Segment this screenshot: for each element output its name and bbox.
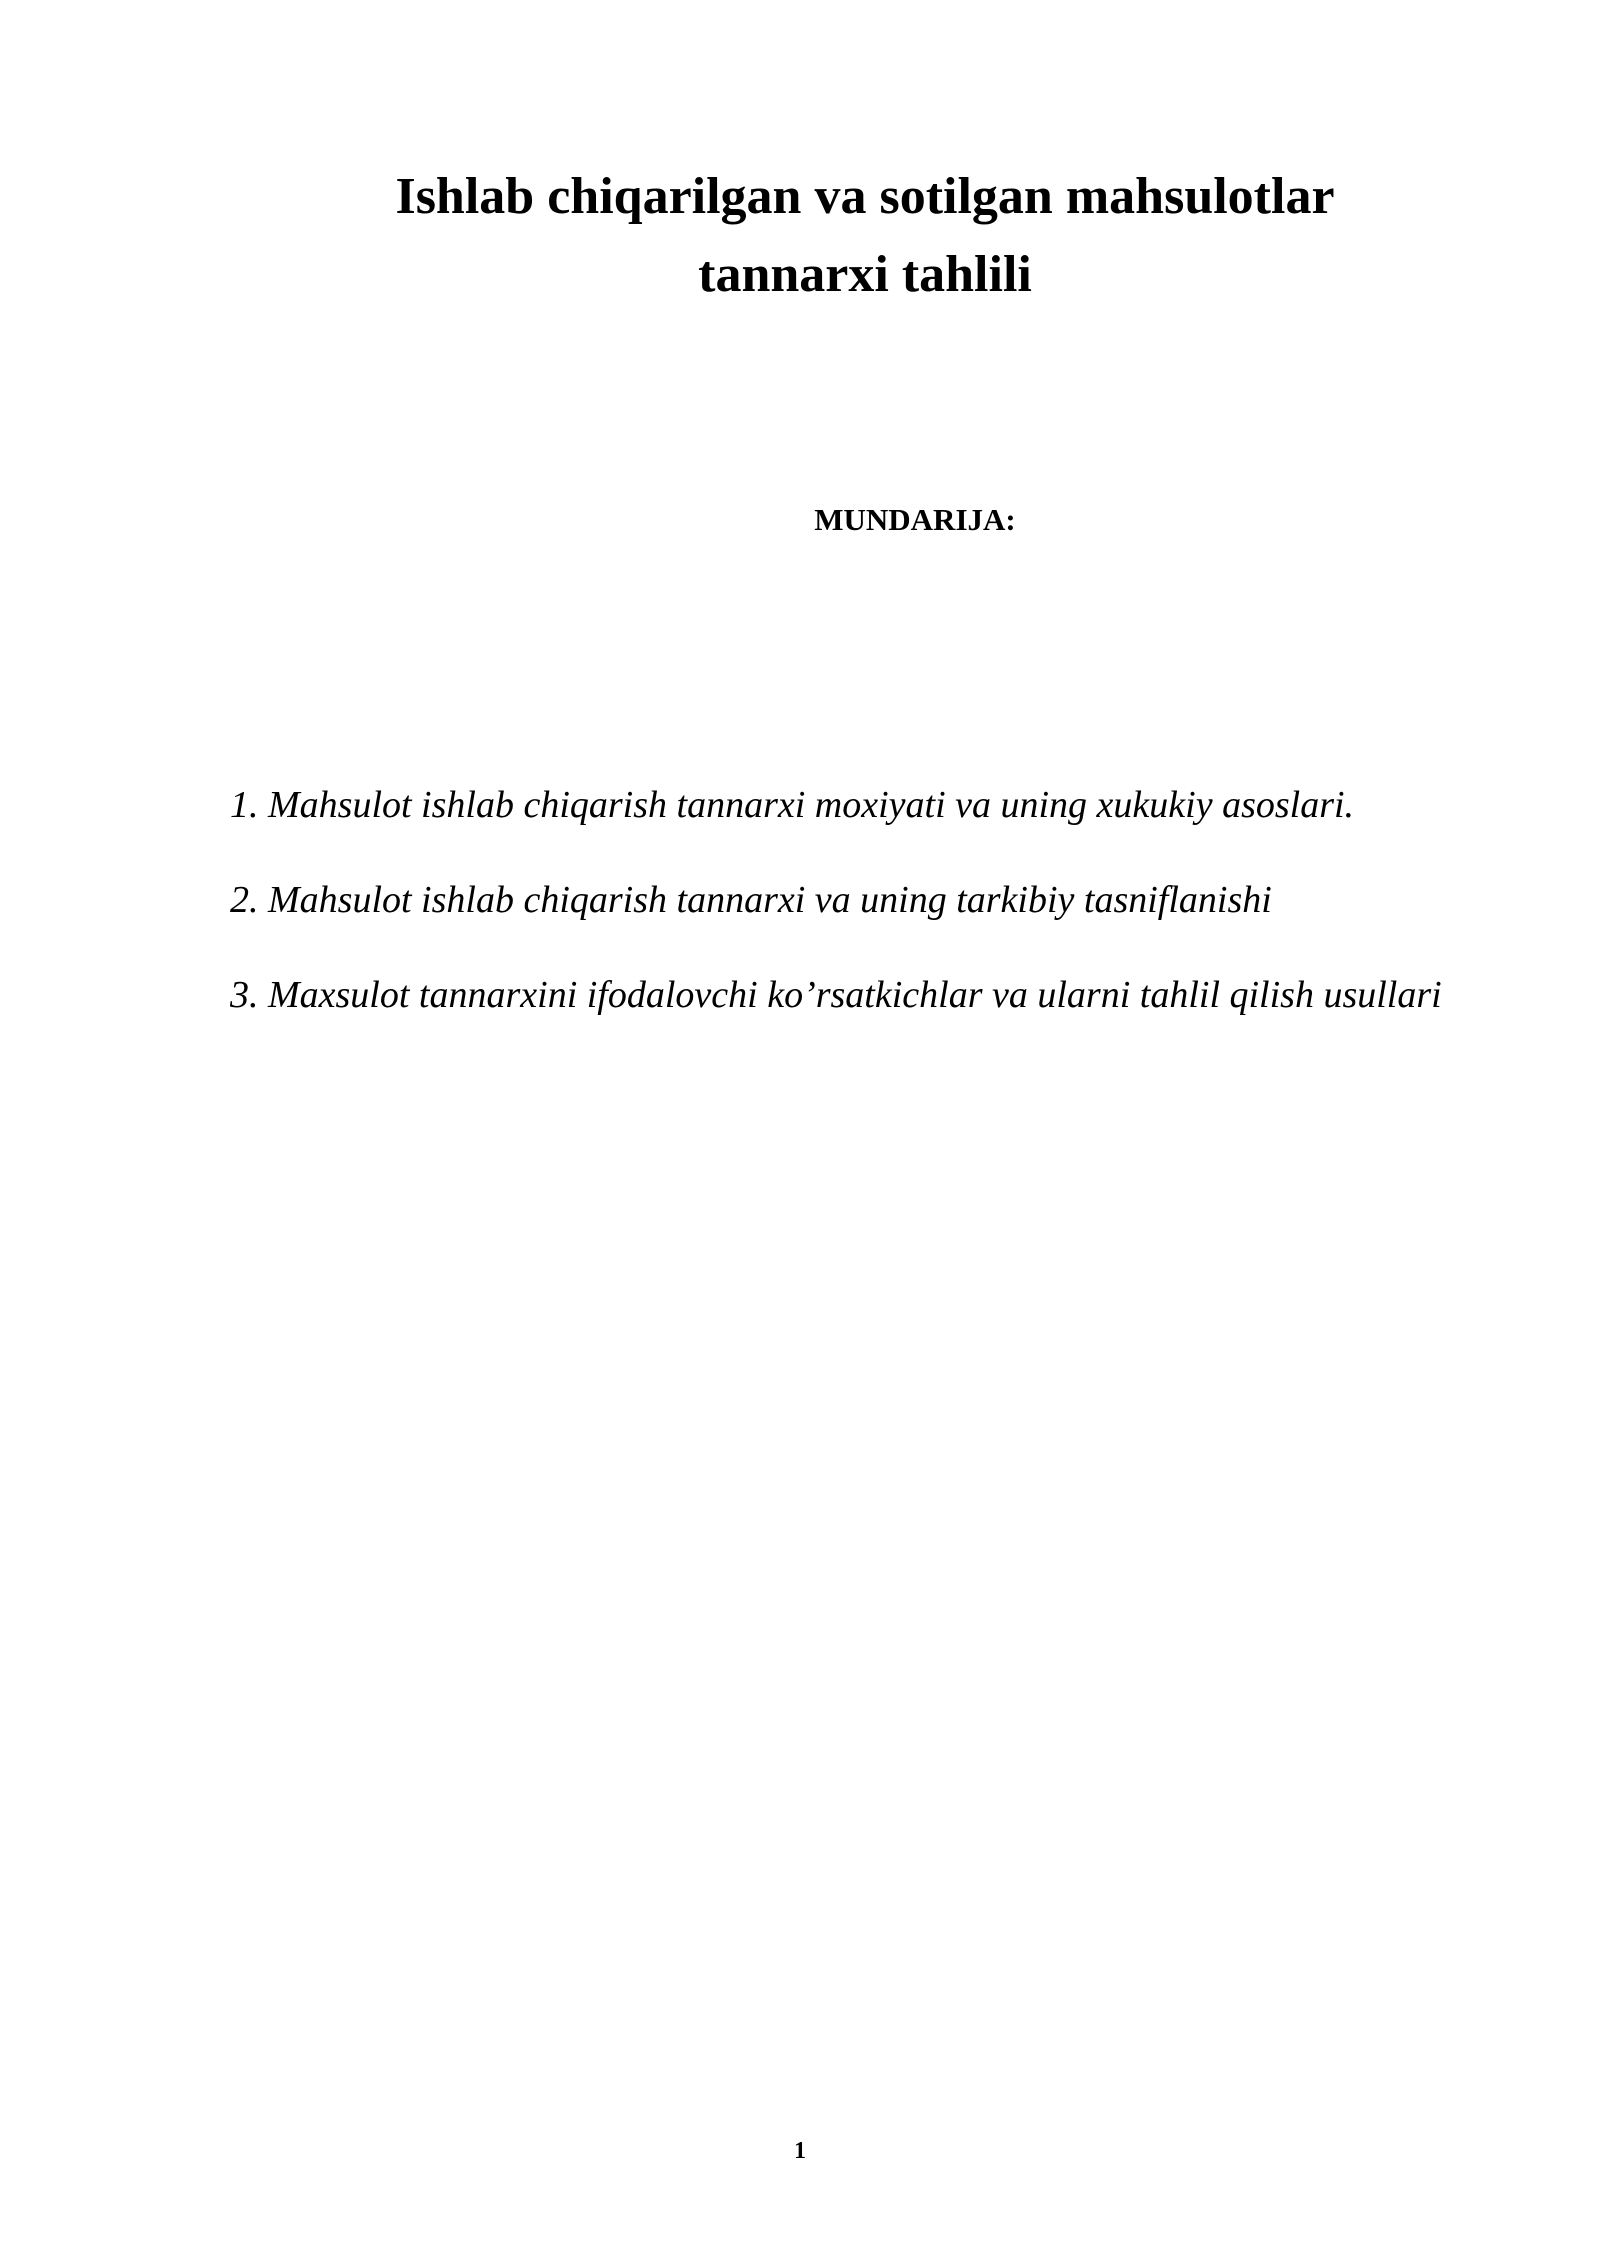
toc-item-3 <box>230 958 1470 1033</box>
toc-item-number: 3. <box>230 974 259 1016</box>
toc-item-2 <box>230 863 1470 938</box>
toc-item-text: Maxsulot tannarxini ifodalovchi ko’rsatkichlar va ularni tahlil qilish usullari <box>268 974 1442 1016</box>
table-of-contents <box>230 768 1470 1053</box>
toc-item-number: 2. <box>230 879 259 921</box>
page-number: 1 <box>794 2138 806 2164</box>
toc-item-number: 1. <box>230 784 259 826</box>
toc-heading: MUNDARIJA: <box>814 502 1016 537</box>
page-title <box>200 158 1530 314</box>
toc-item-1 <box>230 768 1470 843</box>
toc-item-text: Mahsulot ishlab chiqarish tannarxi moxiyati va uning xukukiy asoslari. <box>268 784 1355 826</box>
page-title-line-1: Ishlab chiqarilgan va sotilgan mahsulotlar <box>395 168 1335 225</box>
page-title-line-2: tannarxi tahlili <box>698 246 1032 303</box>
toc-item-text: Mahsulot ishlab chiqarish tannarxi va uning tarkibiy tasniflanishi <box>268 879 1272 921</box>
